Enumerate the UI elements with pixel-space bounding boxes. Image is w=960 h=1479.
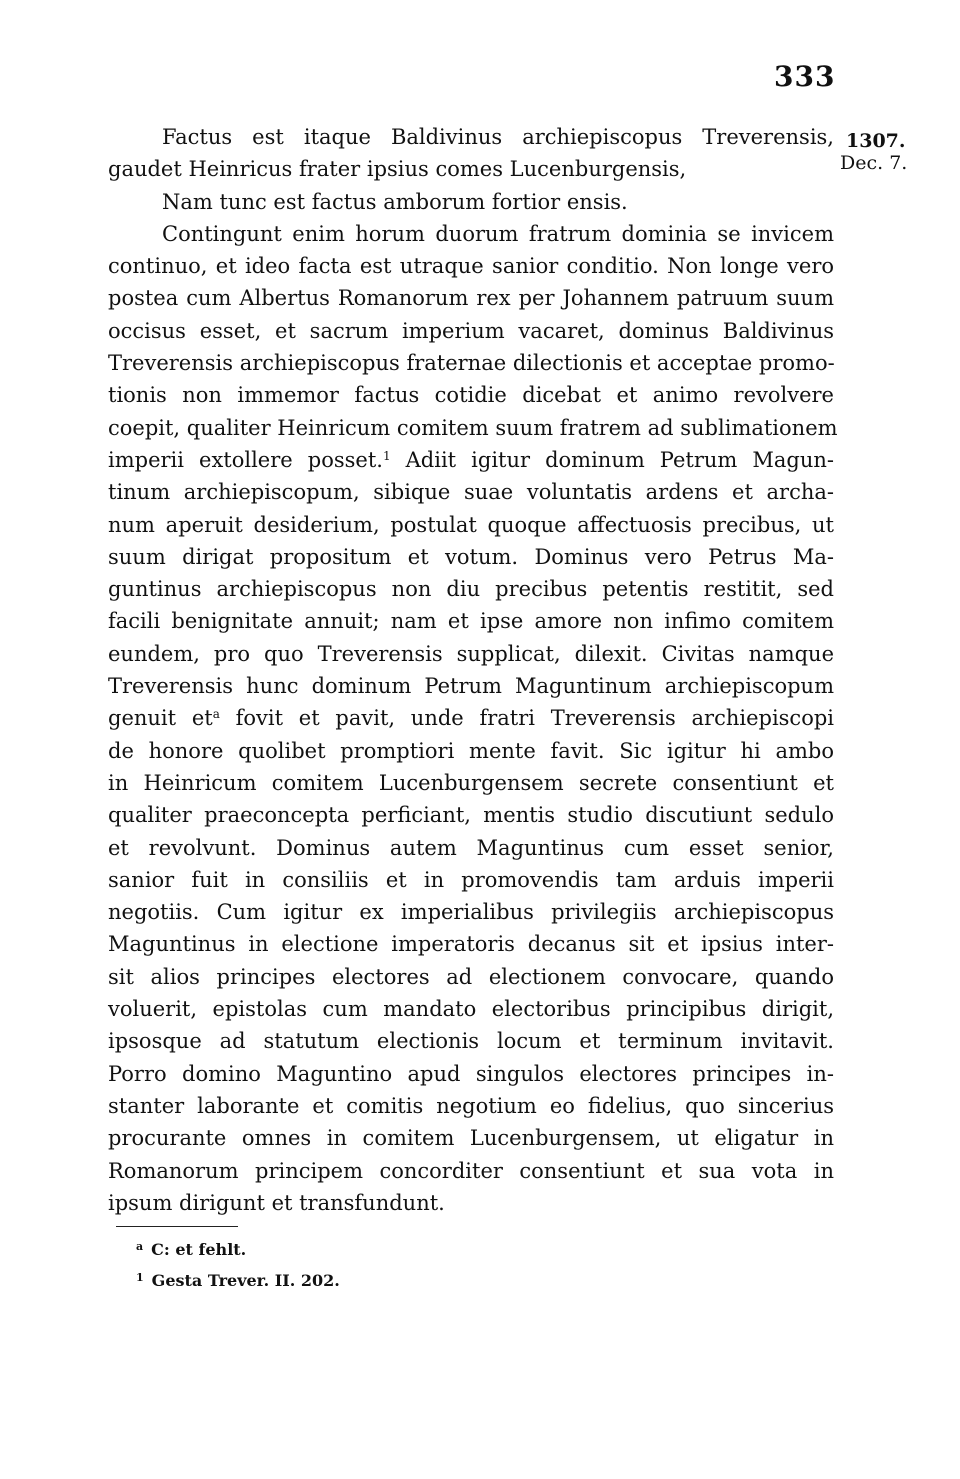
line-text: Romanorum principem concorditer consentiunt et sua vota in	[108, 1158, 834, 1183]
line-text: ipsum dirigunt et transfundunt.	[108, 1190, 445, 1215]
line-text: postea cum Albertus Romanorum rex per Johannem patruum suum	[108, 286, 834, 311]
text-line	[108, 638, 834, 670]
text-line	[108, 218, 834, 250]
text-line	[108, 541, 834, 573]
line-text: de honore quolibet promptiori mente favit. Sic igitur hi ambo	[108, 738, 834, 763]
text-line	[108, 1155, 834, 1187]
text-line	[108, 153, 834, 185]
text-line	[108, 379, 834, 411]
line-text: procurante omnes in comitem Lucenburgensem, ut eligatur in	[108, 1126, 834, 1151]
line-text: guntinus archiepiscopus non diu precibus petentis restitit, sed	[108, 577, 834, 602]
line-text: sanior fuit in consiliis et in promovendis tam arduis imperii	[108, 867, 834, 892]
line-text: tinum archiepiscopum, sibique suae voluntatis ardens et archa-	[108, 480, 834, 505]
line-text: coepit, qualiter Heinricum comitem suum fratrem ad sublimationem	[108, 415, 838, 440]
line-text: genuit et	[108, 706, 213, 731]
text-line	[108, 412, 838, 444]
text-line	[108, 670, 834, 702]
text-line	[108, 1090, 834, 1122]
footnote-mark: 1	[136, 1271, 144, 1284]
line-text: Porro domino Maguntino apud singulos electores principes in-	[108, 1061, 834, 1086]
margin-date: Dec. 7.	[840, 152, 908, 174]
footnote-1	[136, 1268, 340, 1291]
page-number: 333	[774, 60, 836, 93]
line-text: et revolvunt. Dominus autem Maguntinus cum esset senior,	[108, 835, 834, 860]
line-text: tionis non immemor factus cotidie dicebat et animo revolvere	[108, 383, 834, 408]
text-line	[108, 896, 834, 928]
footnote-divider	[116, 1226, 238, 1227]
text-line	[108, 1025, 834, 1057]
line-text: Treverensis hunc dominum Petrum Maguntinum archiepiscopum	[108, 674, 834, 699]
line-text: facili benignitate annuit; nam et ipse amore non infimo comitem	[108, 609, 834, 634]
line-text: Factus est itaque Baldivinus archiepiscopus Treverensis,	[162, 125, 834, 149]
margin-year: 1307.	[846, 130, 906, 152]
text-line	[108, 476, 834, 508]
line-text: stanter laborante et comitis negotium eo fidelius, quo sincerius	[108, 1093, 834, 1118]
text-line	[108, 928, 834, 960]
footnote-mark: a	[136, 1240, 144, 1253]
line-text: Contingunt enim horum duorum fratrum dominia se invicem	[162, 221, 834, 246]
line-text: num aperuit desiderium, postulat quoque affectuosis precibus, ut	[108, 512, 834, 537]
text-line	[108, 735, 834, 767]
line-text: voluerit, epistolas cum mandato electoribus principibus dirigit,	[108, 997, 834, 1022]
footnote-a	[136, 1237, 246, 1260]
line-text: continuo, et ideo facta est utraque sanior conditio. Non longe vero	[108, 254, 834, 279]
text-line	[108, 282, 834, 314]
line-text: suum dirigat propositum et votum. Dominus vero Petrus Ma-	[108, 544, 834, 569]
text-line	[108, 767, 834, 799]
text-line	[108, 121, 834, 153]
text-line	[108, 573, 834, 605]
footnote-reference: a	[212, 707, 220, 722]
text-line	[108, 961, 834, 993]
text-line	[108, 864, 834, 896]
text-line	[108, 799, 834, 831]
line-text: imperii extollere posset.	[108, 447, 383, 472]
line-text-continued: fovit et pavit, unde fratri Treverensis archiepiscopi	[219, 706, 834, 731]
footnote-text: Gesta Trever. II. 202.	[151, 1271, 340, 1290]
footnote-reference: 1	[382, 448, 391, 463]
text-line	[108, 315, 834, 347]
text-line	[108, 605, 834, 637]
text-line	[108, 250, 834, 282]
line-text-continued: Adiit igitur dominum Petrum Magun-	[390, 447, 834, 472]
text-line	[108, 1122, 834, 1154]
text-line	[108, 186, 834, 218]
line-text: gaudet Heinricus frater ipsius comes Lucenburgensis,	[108, 157, 687, 182]
text-line	[108, 702, 834, 734]
footnote-text: C: et fehlt.	[151, 1240, 247, 1259]
line-text: negotiis. Cum igitur ex imperialibus privilegiis archiepiscopus	[108, 900, 834, 925]
text-line	[108, 347, 834, 379]
line-text: ipsosque ad statutum electionis locum et terminum invitavit.	[108, 1029, 834, 1054]
line-text: occisus esset, et sacrum imperium vacaret, dominus Baldivinus	[108, 318, 834, 343]
line-text: Nam tunc est factus amborum fortior ensis.	[162, 189, 628, 214]
text-line	[108, 1058, 834, 1090]
line-text: eundem, pro quo Treverensis supplicat, dilexit. Civitas namque	[108, 641, 834, 666]
line-text: Maguntinus in electione imperatoris decanus sit et ipsius inter-	[108, 932, 834, 957]
text-line	[108, 509, 834, 541]
text-line	[108, 1187, 834, 1219]
text-line	[108, 444, 834, 476]
line-text: sit alios principes electores ad electionem convocare, quando	[108, 964, 834, 989]
text-line	[108, 832, 834, 864]
line-text: Treverensis archiepiscopus fraternae dilectionis et acceptae promo-	[108, 351, 835, 376]
line-text: in Heinricum comitem Lucenburgensem secrete consentiunt et	[108, 770, 834, 795]
text-line	[108, 993, 834, 1025]
main-text-block	[108, 121, 838, 1219]
line-text: qualiter praeconcepta perficiant, mentis studio discutiunt sedulo	[108, 803, 834, 828]
